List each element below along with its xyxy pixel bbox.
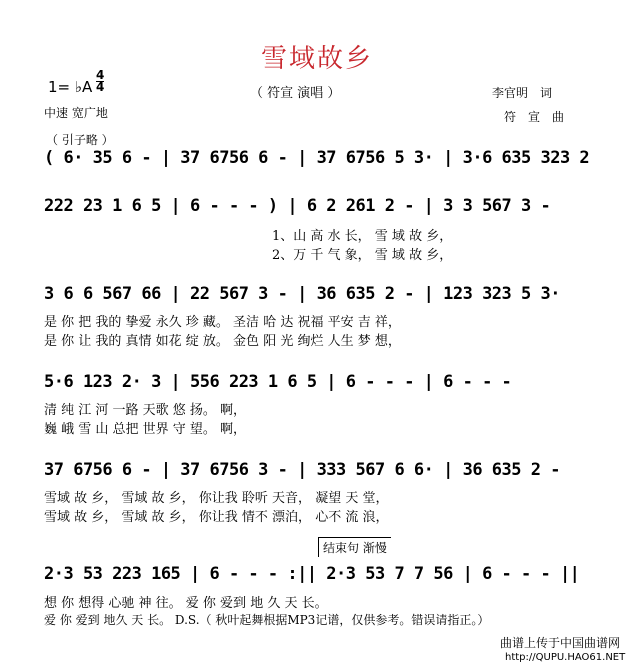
composer-credit: 符 宣 曲 <box>504 110 565 124</box>
lyricist-credit: 李官明 词 <box>492 86 553 100</box>
lyric-line-2b: 2、万 千 气 象， 雪 域 故 乡， <box>272 248 453 263</box>
lyric-line-3b: 是 你 让 我的 真情 如花 绽 放。 金色 阳 光 绚烂 人生 梦 想， <box>44 334 401 349</box>
score-line-1: ( 6· 35 6 - | 37 6756 6 - | 37 6756 5 3· | 3·6 635 323 2 <box>44 148 590 168</box>
score-line-5: 37 6756 6 - | 37 6756 3 - | 333 567 6 6· | 36 635 2 - <box>44 460 560 480</box>
score-line-3: 3 6 6 567 66 | 22 567 3 - | 36 635 2 - | 123 323 5 3· <box>44 284 560 304</box>
lyric-line-6a: 想 你 想得 心驰 神 往。 爱 你 爱到 地 久 天 长。 <box>44 596 328 611</box>
intro-note: （ 引子略 ） <box>46 133 114 147</box>
score-line-2: 222 23 1 6 5 | 6 - - - ) | 6 2 261 2 - | 3 3 567 3 - <box>44 196 551 216</box>
lyric-line-3a: 是 你 把 我的 挚爱 永久 珍 藏。 圣洁 哈 达 祝福 平安 吉 祥， <box>44 315 401 330</box>
lyric-line-2a: 1、山 高 水 长， 雪 域 故 乡， <box>272 229 453 244</box>
lyric-line-5b: 雪域 故 乡， 雪域 故 乡， 你让我 情不 漂泊， 心不 流 浪， <box>44 510 389 525</box>
song-title: 雪域故乡 <box>260 44 373 74</box>
score-line-4: 5·6 123 2· 3 | 556 223 1 6 5 | 6 - - - | 6 - - - <box>44 372 512 392</box>
time-signature: 4 4 <box>96 68 105 94</box>
lyric-line-6b: 爱 你 爱到 地久 天 长。 D.S.（ 秋叶起舞根据MP3记谱，仅供参考。错误请指正。） <box>44 613 490 627</box>
footer-site: 曲谱上传于中国曲谱网 <box>500 636 621 650</box>
footer-url[interactable]: http://QUPU.HAO61.NET <box>505 652 626 663</box>
tempo-marking: 中速 宽广地 <box>44 106 108 120</box>
ending-marking: 结束句 渐慢 <box>318 537 391 557</box>
singer-credit: （ 符宣 演唱 ） <box>250 86 341 101</box>
lyric-line-4a: 清 纯 江 河 一路 天歌 悠 扬。 啊， <box>44 403 247 418</box>
score-line-6: 2·3 53 223 165 | 6 - - - :|| 2·3 53 7 7 56 | 6 - - - || <box>44 564 580 584</box>
lyric-line-5a: 雪域 故 乡， 雪域 故 乡， 你让我 聆听 天音， 凝望 天 堂， <box>44 491 389 506</box>
lyric-line-4b: 巍 峨 雪 山 总把 世界 守 望。 啊， <box>44 422 247 437</box>
key-signature: 1= ♭A <box>48 78 93 96</box>
